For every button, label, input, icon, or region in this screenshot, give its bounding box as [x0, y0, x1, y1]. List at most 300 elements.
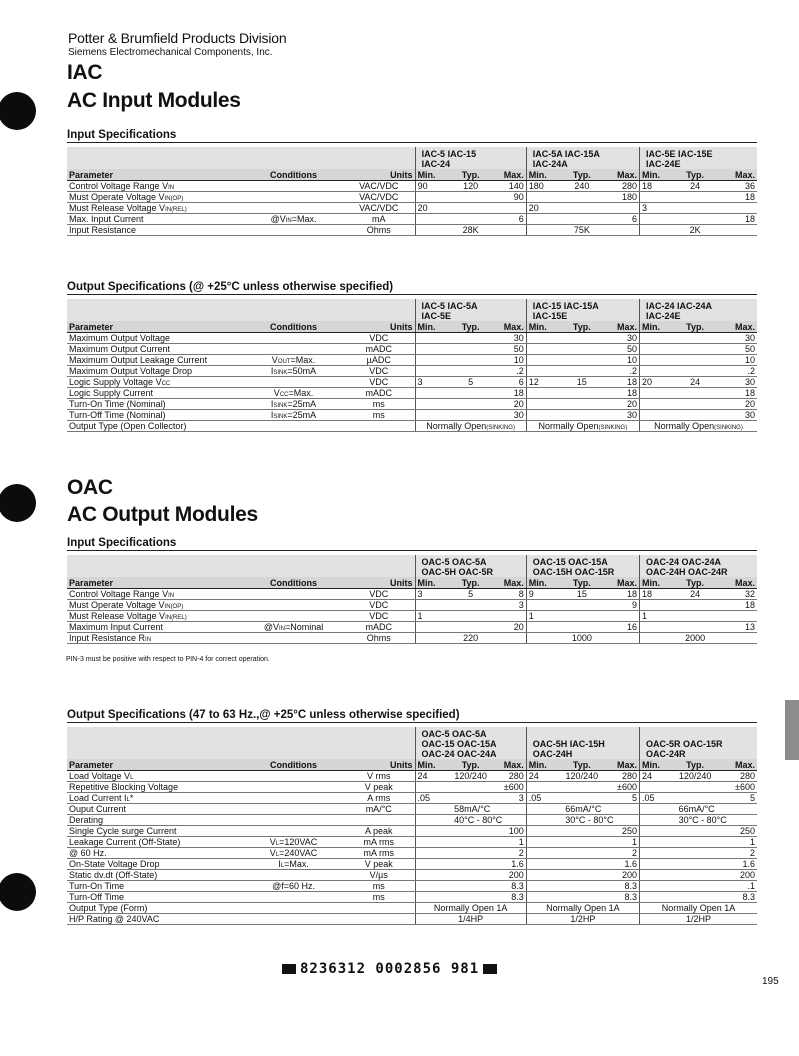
- typ-value: 5: [452, 588, 489, 599]
- max-value: ±600: [600, 781, 639, 792]
- max-value: 18: [714, 387, 757, 398]
- condition-cell: [244, 913, 343, 924]
- col-min: Min.: [640, 169, 677, 180]
- max-value: 30: [714, 376, 757, 387]
- units-cell: mADC: [343, 621, 415, 632]
- oac-output-table-row: [67, 814, 757, 825]
- spanned-value: 1/2HP: [640, 913, 758, 924]
- oac-input-group-header-row: [67, 555, 757, 577]
- typ-value: [563, 792, 600, 803]
- min-value: [526, 332, 563, 343]
- max-value: 200: [489, 869, 526, 880]
- units-cell: mA: [343, 213, 415, 224]
- typ-value: [452, 781, 489, 792]
- oac-output-table-row: [67, 836, 757, 847]
- units-cell: V peak: [343, 858, 415, 869]
- model-name: OAC-24 OAC-24A: [646, 557, 722, 567]
- subscript: L: [126, 796, 130, 803]
- max-value: 9: [600, 599, 639, 610]
- units-cell: µADC: [343, 354, 415, 365]
- typ-value: 1000: [563, 632, 600, 643]
- max-value: 8: [489, 588, 526, 599]
- condition-cell: [244, 632, 343, 643]
- min-value: .05: [415, 792, 452, 803]
- oac-code-heading: OAC: [67, 476, 113, 499]
- max-value: 8.3: [489, 891, 526, 902]
- min-value: [526, 632, 563, 643]
- subscript: SINK: [273, 402, 288, 409]
- typ-value: 2K: [677, 224, 714, 235]
- units-cell: Ohms: [343, 224, 415, 235]
- spanned-value: Normally Open 1A: [526, 902, 639, 913]
- min-value: [526, 825, 563, 836]
- max-value: [714, 803, 757, 814]
- typ-value: [677, 409, 714, 420]
- min-value: .05: [526, 792, 563, 803]
- max-value: 30: [600, 409, 639, 420]
- typ-value: [677, 202, 714, 213]
- min-value: 1: [526, 610, 563, 621]
- typ-value: [563, 621, 600, 632]
- units-cell: ms: [343, 880, 415, 891]
- typ-value: 120: [452, 180, 489, 191]
- max-value: 180: [600, 191, 639, 202]
- typ-value: 15: [563, 588, 600, 599]
- iac-input-rule: [67, 142, 757, 143]
- max-value: .1: [714, 880, 757, 891]
- max-value: [714, 224, 757, 235]
- max-value: 280: [489, 770, 526, 781]
- typ-value: [677, 610, 714, 621]
- units-cell: VDC: [343, 376, 415, 387]
- iac-output-table-row: [67, 354, 757, 365]
- max-value: 6: [600, 213, 639, 224]
- oac-output-table-row: [67, 847, 757, 858]
- condition-cell: [244, 781, 343, 792]
- max-value: 1: [489, 836, 526, 847]
- max-value: 250: [600, 825, 639, 836]
- iac-output-table-row: [67, 332, 757, 343]
- oac-output-spec-title: Output Specifications (47 to 63 Hz.,@ +25°C unless otherwise specified): [67, 709, 460, 721]
- min-value: [639, 365, 676, 376]
- typ-value: [677, 398, 714, 409]
- max-value: 50: [600, 343, 639, 354]
- oac-output-table-row: [67, 880, 757, 891]
- max-value: ±600: [489, 781, 526, 792]
- min-value: 9: [526, 588, 563, 599]
- max-value: 36: [714, 180, 757, 191]
- model-name: OAC-24 OAC-24A: [421, 749, 497, 759]
- max-value: 8.3: [600, 880, 639, 891]
- typ-value: [677, 880, 714, 891]
- units-cell: VDC: [343, 588, 415, 599]
- max-value: 18: [600, 376, 639, 387]
- model-name: IAC-15E: [532, 311, 568, 321]
- max-value: 200: [714, 869, 757, 880]
- col-max: Max.: [600, 321, 639, 332]
- typ-value: [452, 621, 489, 632]
- iac-output-table-row: [67, 343, 757, 354]
- min-value: [415, 213, 452, 224]
- units-cell: mA/°C: [343, 803, 415, 814]
- typ-value: [677, 858, 714, 869]
- units-cell: VDC: [343, 332, 415, 343]
- max-value: 30: [489, 332, 526, 343]
- min-value: [640, 847, 677, 858]
- param-cell: Turn-On Time: [67, 880, 244, 891]
- col-typ: Typ.: [677, 169, 714, 180]
- iac-output-table-row: [67, 365, 757, 376]
- max-value: 50: [714, 343, 757, 354]
- subscript: (SINKING): [714, 424, 743, 431]
- typ-value: [677, 213, 714, 224]
- oac-title-heading: AC Output Modules: [67, 503, 258, 526]
- min-value: [415, 836, 452, 847]
- param-cell: Logic Supply Voltage VCC: [67, 376, 244, 387]
- subscript: L: [275, 851, 280, 858]
- min-value: [640, 632, 677, 643]
- param-cell: Must Release Voltage VIN(REL): [67, 202, 244, 213]
- col-typ: Typ.: [563, 321, 600, 332]
- min-value: [526, 847, 563, 858]
- subscript: IN: [278, 625, 285, 632]
- oac-output-spec-table: [67, 727, 757, 925]
- typ-value: [563, 880, 600, 891]
- subscript: (SINKING): [598, 424, 628, 431]
- col-min: Min.: [640, 759, 677, 770]
- units-cell: V peak: [343, 781, 415, 792]
- col-min: Min.: [415, 759, 452, 770]
- min-value: 20: [415, 202, 452, 213]
- max-value: 6: [489, 376, 526, 387]
- model-name: OAC-15 OAC-15A: [532, 557, 608, 567]
- col-max: Max.: [489, 577, 526, 588]
- param-cell: Static dv.dt (Off-State): [67, 869, 244, 880]
- col-typ: Typ.: [563, 169, 600, 180]
- min-value: [415, 858, 452, 869]
- model-name: OAC-15 OAC-15A: [421, 739, 497, 749]
- typ-value: [563, 891, 600, 902]
- iac-input-model-group-3: [640, 147, 757, 169]
- typ-value: [677, 847, 714, 858]
- typ-value: [563, 354, 600, 365]
- min-value: [415, 891, 452, 902]
- max-value: [714, 202, 757, 213]
- typ-value: [452, 858, 489, 869]
- min-value: 1: [640, 610, 677, 621]
- header-spacer: [67, 727, 415, 759]
- condition-cell: [244, 376, 343, 387]
- oac-output-rule: [67, 722, 757, 723]
- col-min: Min.: [526, 321, 563, 332]
- typ-value: [452, 332, 489, 343]
- col-units: Units: [343, 759, 415, 770]
- subscript: CC: [279, 391, 289, 398]
- param-cell: Input Resistance: [67, 224, 244, 235]
- company-name: Potter & Brumfield Products Division: [68, 30, 287, 46]
- oac-input-spec-title: Input Specifications: [67, 537, 177, 549]
- min-value: 24: [415, 770, 452, 781]
- subscript: IN(OP): [164, 195, 184, 202]
- oac-input-column-header-row: [67, 577, 757, 588]
- min-value: 90: [415, 180, 452, 191]
- condition-cell: [244, 891, 343, 902]
- units-cell: A peak: [343, 825, 415, 836]
- max-value: 13: [714, 621, 757, 632]
- typ-value: 28K: [452, 224, 489, 235]
- col-typ: Typ.: [452, 169, 489, 180]
- min-value: 180: [526, 180, 563, 191]
- typ-value: [677, 365, 714, 376]
- min-value: [640, 803, 677, 814]
- units-cell: VAC/VDC: [343, 180, 415, 191]
- subscript: IN(REL): [165, 614, 187, 621]
- max-value: 1.6: [714, 858, 757, 869]
- typ-value: [563, 599, 600, 610]
- max-value: [489, 610, 526, 621]
- condition-cell: [244, 902, 343, 913]
- iac-input-table-row: [67, 224, 757, 235]
- param-cell: H/P Rating @ 240VAC: [67, 913, 244, 924]
- typ-value: [677, 836, 714, 847]
- min-value: 12: [526, 376, 563, 387]
- typ-value: [563, 213, 600, 224]
- col-typ: Typ.: [677, 321, 714, 332]
- oac-output-table-row: [67, 770, 757, 781]
- typ-value: [563, 191, 600, 202]
- min-value: [639, 409, 676, 420]
- model-name: IAC-5 IAC-15: [421, 149, 477, 159]
- max-value: [600, 803, 639, 814]
- min-value: [640, 836, 677, 847]
- condition-cell: IL=Max.: [244, 858, 343, 869]
- iac-input-table-row: [67, 180, 757, 191]
- min-value: 18: [640, 180, 677, 191]
- model-name: IAC-24A: [532, 159, 568, 169]
- oac-output-model-group-1: [415, 727, 526, 759]
- max-value: [714, 610, 757, 621]
- max-value: 18: [714, 599, 757, 610]
- iac-output-column-header-row: [67, 321, 757, 332]
- min-value: [415, 398, 452, 409]
- min-value: [640, 880, 677, 891]
- spanned-value: Normally Open 1A: [640, 902, 758, 913]
- subscript: OUT: [277, 358, 291, 365]
- iac-input-spec-table: [67, 147, 757, 236]
- subscript: L: [280, 862, 285, 869]
- max-value: 3: [489, 599, 526, 610]
- col-min: Min.: [639, 321, 676, 332]
- oac-input-table-row: [67, 621, 757, 632]
- typ-value: [563, 869, 600, 880]
- min-value: [526, 409, 563, 420]
- col-typ: Typ.: [452, 321, 489, 332]
- max-value: 20: [714, 398, 757, 409]
- condition-cell: VL=240VAC: [244, 847, 343, 858]
- condition-cell: VOUT=Max.: [244, 354, 343, 365]
- iac-input-spec-title: Input Specifications: [67, 129, 177, 141]
- col-units: Units: [343, 577, 415, 588]
- typ-value: [563, 343, 600, 354]
- oac-input-table-row: [67, 599, 757, 610]
- col-units: Units: [343, 169, 415, 180]
- param-cell: Output Type (Open Collector): [67, 420, 244, 431]
- iac-input-model-group-2: [526, 147, 639, 169]
- max-value: 16: [600, 621, 639, 632]
- min-value: 3: [640, 202, 677, 213]
- col-units: Units: [343, 321, 415, 332]
- col-typ: Typ.: [677, 759, 714, 770]
- min-value: [415, 599, 452, 610]
- typ-value: [452, 825, 489, 836]
- binder-hole-2: [0, 484, 36, 522]
- condition-cell: [244, 588, 343, 599]
- iac-output-table-row: [67, 409, 757, 420]
- units-cell: [343, 814, 415, 825]
- min-value: [526, 781, 563, 792]
- oac-output-table-row: [67, 781, 757, 792]
- max-value: 5: [714, 792, 757, 803]
- subscript: IN(OP): [164, 603, 184, 610]
- model-name: IAC-24E: [646, 159, 681, 169]
- param-cell: Turn-On Time (Nominal): [67, 398, 244, 409]
- typ-value: [563, 858, 600, 869]
- param-cell: Maximum Output Voltage: [67, 332, 244, 343]
- min-value: [526, 387, 563, 398]
- min-value: [415, 343, 452, 354]
- typ-value: [452, 891, 489, 902]
- typ-value: 240: [563, 180, 600, 191]
- units-cell: A rms: [343, 792, 415, 803]
- col-min: Min.: [640, 577, 677, 588]
- max-value: 280: [600, 770, 639, 781]
- min-value: [415, 224, 452, 235]
- min-value: [526, 354, 563, 365]
- min-value: [415, 869, 452, 880]
- param-cell: Maximum Output Current: [67, 343, 244, 354]
- col-max: Max.: [489, 759, 526, 770]
- max-value: [600, 632, 639, 643]
- max-value: 20: [489, 621, 526, 632]
- param-cell: Control Voltage Range VIN: [67, 588, 244, 599]
- typ-value: [677, 792, 714, 803]
- units-cell: Ohms: [343, 632, 415, 643]
- max-value: 30: [714, 409, 757, 420]
- min-value: [526, 191, 563, 202]
- model-name: OAC-5 OAC-5A: [421, 557, 487, 567]
- typ-value: [563, 825, 600, 836]
- units-cell: V rms: [343, 770, 415, 781]
- typ-value: [563, 781, 600, 792]
- min-value: [639, 354, 676, 365]
- max-value: ±600: [714, 781, 757, 792]
- iac-input-table-row: [67, 202, 757, 213]
- typ-value: 24: [677, 376, 714, 387]
- max-value: 140: [489, 180, 526, 191]
- min-value: [415, 847, 452, 858]
- param-cell: Leakage Current (Off-State): [67, 836, 244, 847]
- max-value: 8.3: [489, 880, 526, 891]
- typ-value: 66mA/°C: [565, 803, 602, 814]
- oac-input-table-row: [67, 610, 757, 621]
- oac-output-table-row: [67, 902, 757, 913]
- col-min: Min.: [526, 759, 563, 770]
- condition-cell: [244, 599, 343, 610]
- units-cell: mA rms: [343, 847, 415, 858]
- model-name: OAC-5R OAC-15R: [646, 739, 723, 749]
- max-value: 32: [714, 588, 757, 599]
- min-value: [526, 803, 563, 814]
- typ-value: [452, 213, 489, 224]
- iac-output-table-row: [67, 420, 757, 431]
- min-value: [415, 880, 452, 891]
- oac-input-rule: [67, 550, 757, 551]
- iac-input-model-group-1: [415, 147, 526, 169]
- typ-value: 120/240: [677, 770, 714, 781]
- condition-cell: [244, 770, 343, 781]
- param-cell: Must Operate Voltage VIN(OP): [67, 599, 244, 610]
- iac-output-table-row: [67, 376, 757, 387]
- typ-value: 24: [677, 588, 714, 599]
- param-cell: Maximum Input Current: [67, 621, 244, 632]
- units-cell: V/µs: [343, 869, 415, 880]
- model-name: IAC-24 IAC-24A: [645, 301, 712, 311]
- model-name: OAC-5H OAC-5R: [421, 567, 494, 577]
- condition-cell: [244, 869, 343, 880]
- header-spacer: [67, 555, 415, 577]
- max-value: 10: [489, 354, 526, 365]
- col-conditions: Conditions: [244, 759, 343, 770]
- typ-value: [452, 409, 489, 420]
- subscript: CC: [161, 380, 171, 387]
- model-name: IAC-15 IAC-15A: [532, 301, 599, 311]
- condition-cell: [244, 343, 343, 354]
- max-value: 1.6: [600, 858, 639, 869]
- binder-hole-1: [0, 92, 36, 130]
- condition-cell: [244, 825, 343, 836]
- col-parameter: Parameter: [67, 759, 244, 770]
- min-value: .05: [640, 792, 677, 803]
- condition-cell: ISINK=50mA: [244, 365, 343, 376]
- param-cell: Turn-Off Time (Nominal): [67, 409, 244, 420]
- barcode-block-left: [282, 964, 296, 974]
- oac-output-model-group-2: [526, 727, 639, 759]
- typ-value: [563, 202, 600, 213]
- iac-output-table-row: [67, 398, 757, 409]
- oac-input-note: PIN-3 must be positive with respect to PIN-4 for correct operation.: [66, 656, 270, 663]
- min-value: [640, 599, 677, 610]
- typ-value: [677, 781, 714, 792]
- max-value: [489, 202, 526, 213]
- barcode: [278, 961, 501, 977]
- max-value: 6: [489, 213, 526, 224]
- max-value: 2: [600, 847, 639, 858]
- col-min: Min.: [526, 169, 563, 180]
- min-value: [526, 398, 563, 409]
- col-max: Max.: [600, 577, 639, 588]
- iac-input-group-header-row: [67, 147, 757, 169]
- max-value: 2: [714, 847, 757, 858]
- min-value: [526, 836, 563, 847]
- subscript: IN: [145, 636, 152, 643]
- oac-input-table-row: [67, 588, 757, 599]
- col-min: Min.: [415, 577, 452, 588]
- units-cell: ms: [343, 409, 415, 420]
- min-value: [526, 213, 563, 224]
- typ-value: [677, 825, 714, 836]
- min-value: [526, 880, 563, 891]
- subscript: IN: [285, 217, 292, 224]
